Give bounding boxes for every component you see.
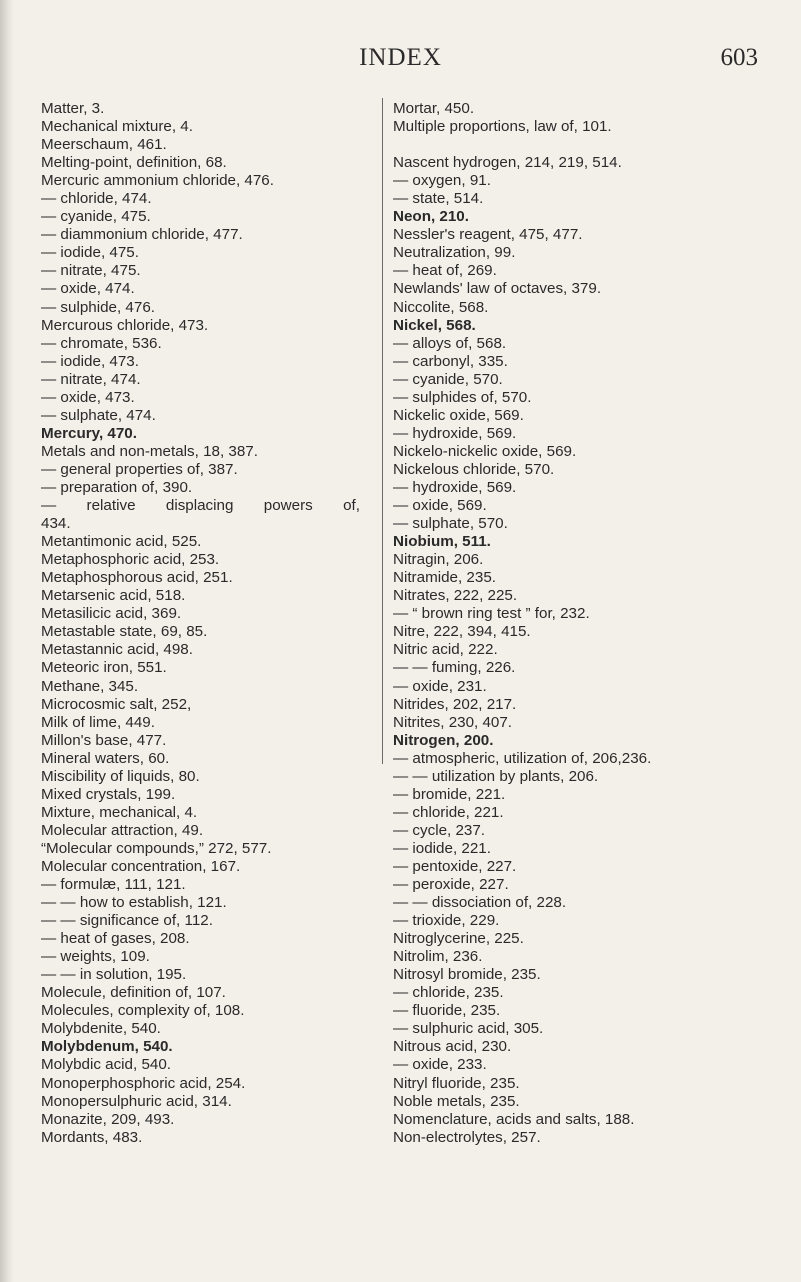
index-entry: — — utilization by plants, 206. — [393, 767, 599, 785]
index-entry: — sulphuric acid, 305. — [393, 1020, 544, 1038]
page-title: INDEX — [359, 44, 442, 71]
index-entry: Nitrosyl bromide, 235. — [393, 966, 541, 984]
index-entry: — sulphides of, 570. — [393, 388, 532, 406]
index-entry: Molybdenum, 540. — [41, 1038, 173, 1056]
index-entry: Neon, 210. — [393, 208, 469, 226]
index-entry: Mercurous chloride, 473. — [41, 316, 209, 334]
index-entry: Monopersulphuric acid, 314. — [41, 1092, 232, 1110]
index-entry: Monazite, 209, 493. — [41, 1110, 175, 1128]
index-entry: Mixed crystals, 199. — [41, 785, 176, 803]
index-entry: — iodide, 475. — [41, 244, 139, 262]
index-entry: Nitroglycerine, 225. — [393, 930, 524, 948]
index-entry: Metarsenic acid, 518. — [41, 587, 186, 605]
index-entry: — nitrate, 474. — [41, 370, 141, 388]
index-entry: — chloride, 235. — [393, 984, 504, 1002]
index-entry: — pentoxide, 227. — [393, 857, 517, 875]
index-entry: Nickelo-nickelic oxide, 569. — [393, 442, 577, 460]
index-entry: Mercuric ammonium chloride, 476. — [41, 172, 274, 190]
index-entry: Metaphosphoric acid, 253. — [41, 551, 220, 569]
index-entry: — formulæ, 111, 121. — [41, 876, 186, 894]
index-column-right — [393, 100, 773, 1147]
index-entry: — oxygen, 91. — [393, 172, 491, 190]
index-entry: — — significance of, 112. — [41, 912, 213, 930]
page-edge-shadow — [0, 0, 14, 1282]
index-entry: Nitryl fluoride, 235. — [393, 1074, 520, 1092]
index-entry: — — dissociation of, 228. — [393, 894, 567, 912]
index-entry: Non-electrolytes, 257. — [393, 1128, 541, 1146]
index-entry: Metasilicic acid, 369. — [41, 605, 182, 623]
index-entry — [393, 136, 773, 154]
index-entry: — sulphide, 476. — [41, 298, 155, 316]
index-entry: Mechanical mixture, 4. — [41, 118, 193, 136]
index-entry: Nitragin, 206. — [393, 551, 484, 569]
index-entry: — preparation of, 390. — [41, 478, 193, 496]
index-entry: Metaphosphorous acid, 251. — [41, 569, 233, 587]
index-entry: Nitrolim, 236. — [393, 948, 483, 966]
index-entry: Molecules, complexity of, 108. — [41, 1002, 245, 1020]
index-entry: — chloride, 474. — [41, 190, 152, 208]
index-entry: Nitrogen, 200. — [393, 731, 494, 749]
index-entry: Nitrites, 230, 407. — [393, 713, 513, 731]
index-entry: — oxide, 569. — [393, 497, 487, 515]
index-entry: — oxide, 474. — [41, 280, 135, 298]
index-entry: Nickel, 568. — [393, 316, 476, 334]
index-entry: — “ brown ring test ” for, 232. — [393, 605, 590, 623]
index-entry: — relative displacing powers of, — [41, 497, 360, 515]
index-entry: Nickelous chloride, 570. — [393, 460, 555, 478]
index-entry: Miscibility of liquids, 80. — [41, 767, 200, 785]
index-entry: — sulphate, 474. — [41, 406, 156, 424]
index-entry: — cycle, 237. — [393, 821, 486, 839]
index-entry: — fluoride, 235. — [393, 1002, 501, 1020]
index-entry: Nitramide, 235. — [393, 569, 496, 587]
index-entry: — diammonium chloride, 477. — [41, 226, 243, 244]
index-entry: Milk of lime, 449. — [41, 713, 155, 731]
index-column-left — [41, 100, 371, 1147]
index-entry: Millon's base, 477. — [41, 731, 167, 749]
index-entry: — nitrate, 475. — [41, 262, 141, 280]
index-entry: — hydroxide, 569. — [393, 424, 517, 442]
index-entry: Mercury, 470. — [41, 424, 137, 442]
index-entry: Molybdenite, 540. — [41, 1020, 161, 1038]
index-entry: Neutralization, 99. — [393, 244, 516, 262]
index-entry: Mineral waters, 60. — [41, 749, 170, 767]
index-entry: Mixture, mechanical, 4. — [41, 803, 198, 821]
index-entry: — sulphate, 570. — [393, 515, 508, 533]
index-entry: Melting-point, definition, 68. — [41, 154, 227, 172]
index-entry: — heat of gases, 208. — [41, 930, 190, 948]
index-entry: Meteoric iron, 551. — [41, 659, 167, 677]
index-entry: — atmospheric, utilization of, 206,236. — [393, 749, 652, 767]
index-entry: Nitrates, 222, 225. — [393, 587, 518, 605]
index-entry: Noble metals, 235. — [393, 1092, 520, 1110]
index-entry: Nascent hydrogen, 214, 219, 514. — [393, 154, 622, 172]
index-entry: Monoperphosphoric acid, 254. — [41, 1074, 246, 1092]
index-entry: — iodide, 221. — [393, 839, 491, 857]
index-entry: — weights, 109. — [41, 948, 150, 966]
index-entry: Multiple proportions, law of, 101. — [393, 118, 612, 136]
index-entry: — chromate, 536. — [41, 334, 162, 352]
index-entry: Nitrous acid, 230. — [393, 1038, 512, 1056]
index-entry: Niobium, 511. — [393, 533, 491, 551]
index-entry: — alloys of, 568. — [393, 334, 507, 352]
index-entry: Molecular attraction, 49. — [41, 821, 204, 839]
index-entry: — cyanide, 475. — [41, 208, 151, 226]
index-entry: — iodide, 473. — [41, 352, 139, 370]
index-entry: — general properties of, 387. — [41, 460, 238, 478]
index-entry: Meerschaum, 461. — [41, 136, 167, 154]
index-entry: — — fuming, 226. — [393, 659, 516, 677]
index-entry: Mortar, 450. — [393, 100, 475, 117]
index-entry: Nitrides, 202, 217. — [393, 695, 517, 713]
index-entry: Niccolite, 568. — [393, 298, 489, 316]
index-entry: Metastable state, 69, 85. — [41, 623, 208, 641]
index-entry: Nitre, 222, 394, 415. — [393, 623, 531, 641]
index-entry: Metastannic acid, 498. — [41, 641, 193, 659]
index-entry: — chloride, 221. — [393, 803, 504, 821]
index-entry: Newlands' law of octaves, 379. — [393, 280, 602, 298]
column-divider — [382, 98, 383, 764]
index-entry: Microcosmic salt, 252, — [41, 695, 192, 713]
index-entry: Molecular concentration, 167. — [41, 857, 241, 875]
index-entry: — cyanide, 570. — [393, 370, 503, 388]
index-entry: Nickelic oxide, 569. — [393, 406, 524, 424]
index-entry: — state, 514. — [393, 190, 484, 208]
index-entry: Methane, 345. — [41, 677, 139, 695]
page-number: 603 — [720, 44, 758, 71]
index-entry: Matter, 3. — [41, 100, 105, 117]
index-entry: 434. — [41, 515, 71, 533]
index-entry: — — in solution, 195. — [41, 966, 187, 984]
index-entry: Nitric acid, 222. — [393, 641, 498, 659]
index-entry: — oxide, 473. — [41, 388, 135, 406]
index-entry: Nomenclature, acids and salts, 188. — [393, 1110, 635, 1128]
index-entry: — oxide, 233. — [393, 1056, 487, 1074]
index-entry: — bromide, 221. — [393, 785, 506, 803]
index-entry: — hydroxide, 569. — [393, 478, 517, 496]
index-entry: — oxide, 231. — [393, 677, 487, 695]
index-entry: “Molecular compounds,” 272, 577. — [41, 839, 272, 857]
index-entry: — peroxide, 227. — [393, 876, 509, 894]
index-entry: — trioxide, 229. — [393, 912, 500, 930]
index-entry: Molybdic acid, 540. — [41, 1056, 172, 1074]
index-entry: Nessler's reagent, 475, 477. — [393, 226, 583, 244]
index-entry: — — how to establish, 121. — [41, 894, 227, 912]
index-entry: Molecule, definition of, 107. — [41, 984, 226, 1002]
index-entry: Metals and non-metals, 18, 387. — [41, 442, 258, 460]
index-entry: Metantimonic acid, 525. — [41, 533, 202, 551]
index-entry: — heat of, 269. — [393, 262, 497, 280]
index-entry: — carbonyl, 335. — [393, 352, 508, 370]
index-entry: Mordants, 483. — [41, 1128, 143, 1146]
page-header — [0, 44, 801, 74]
